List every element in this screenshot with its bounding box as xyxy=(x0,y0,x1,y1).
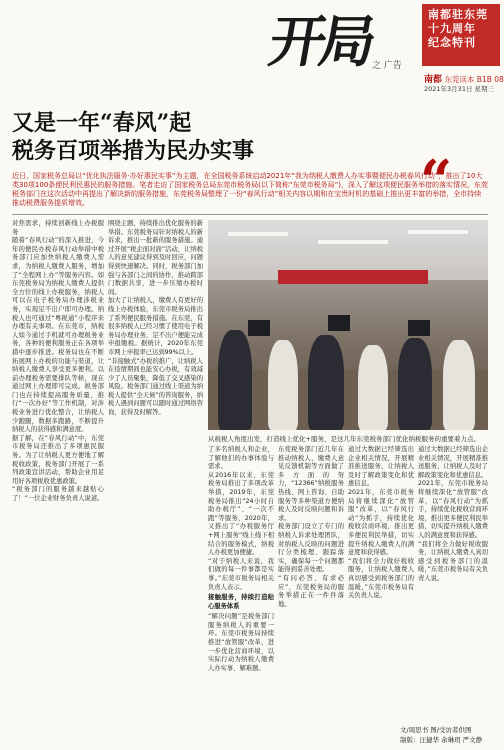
paragraph: “非接触式”办税的推广，让纳税人在疫情期间也能安心办税，有效减少了人员聚集，降低了交叉感染的风险。税务部门通过线上渠道为纳税人提供“全天候”的咨询服务，纳税人遇到问题可以随时通过网络咨询，获得及时解答。 xyxy=(108,357,203,417)
byline: 文/周思书 图/受访者供图 xyxy=(400,726,472,734)
divider xyxy=(12,214,488,215)
photo-monitor xyxy=(248,320,270,336)
paragraph: 接触服务，持续打造贴心服务体系 xyxy=(208,594,274,610)
photo-person xyxy=(398,338,432,430)
body-column-2 xyxy=(108,220,203,725)
photo-light xyxy=(408,230,468,234)
tax-hall-photo xyxy=(208,220,488,430)
photo-light xyxy=(318,240,388,244)
photo-person xyxy=(358,345,388,430)
headline-line-1: 又是一年“春风”起 xyxy=(12,110,192,136)
paragraph: “我们将全力做好税收服务，让纳税人缴费人真切感受到税务部门的温暖，”东莞市税务局有关负责人说。 xyxy=(418,540,488,582)
paragraph: 加大了让纳税人，缴费人有更好的线上办税体验，东莞市税务局推出了系列便民服务措施。在东莞，有很多纳税人已经习惯了使用电子税务局办理业务，足不出户便能完成申报缴税。据统计，2020年东莞市网上申报率已达到99%以上。 xyxy=(108,297,203,356)
paragraph: 2021年，东莞市税务局将继续深化“放管服”改革，以“春风行动”为抓手，持续优化税收营商环境，推出更多便民利民举措，切实提升纳税人缴费人的满意度和获得感。 xyxy=(348,488,414,557)
paragraph: “对于纳税人来说，我们做的每一件事都是实事。”东莞市税务局相关负责人表示。 xyxy=(208,557,274,591)
credits: 制版：汪捷华 余琳玥 严文静 xyxy=(400,736,483,744)
banner-line: 十九周年 xyxy=(428,22,476,35)
paragraph: 税务部门设立了专门的纳税人诉求处理团队，对纳税人反映的问题进行分类梳理、跟踪落实，确保每一个问题都能得到妥善处理。 xyxy=(278,523,344,574)
body-column-3 xyxy=(208,446,274,726)
quote-mark-icon: “ xyxy=(420,148,453,214)
paragraph: 围绕主题，持续推出优化服务的新举措。东莞税务局针对纳税人的新诉求，推出一批新的服务措施。通过开展“税企面对面”活动，让纳税人的意见建议得到及时回应，问题得到快速解决。同时，税务部门加强与各部门之间的协作，推动跨部门数据共享，进一步压缩办税时间。 xyxy=(108,220,203,296)
photo-light xyxy=(228,232,288,236)
paragraph: 从2016年以来，东莞税务局推出了多项改革举措，2019年，东莞税务局推出“24小时自助办税厅”、“一次不跑”等服务，2020年，又推出了“办税服务厅+网上服务”线上线下相结合的服务模式，纳税人办税更加便捷。 xyxy=(208,471,274,557)
paragraph: “税务部门的服务越来越贴心了！”一位企业财务负责人说道。 xyxy=(12,486,104,502)
logo-text: 东莞读本 xyxy=(444,75,475,84)
paragraph: 据了解，在“春风行动”中，东莞市税务局还推出了多项惠民服务。为了让纳税人更方便地了解税收政策，税务部门开展了一系列政策宣讲活动，帮助企业用足用好各项税收优惠政策。 xyxy=(12,434,104,485)
paragraph: 2021年，东莞市税务局将继续深化“放管服”改革，以“春风行动”为抓手，持续优化税收营商环境，推出更多便民利民举措，切实提升纳税人缴费人的满意度和获得感。 xyxy=(418,480,488,539)
page-header xyxy=(0,0,504,100)
issue-date: 2021年3月31日 星期三 xyxy=(424,85,495,93)
photo-person xyxy=(443,340,475,430)
photo-caption: 从税税人角度出发，打造线上优化+服务，是这几年东莞税务部门优化纳税服务的重要着力点。 xyxy=(208,435,480,443)
paragraph: 随着“春风行动”的深入推进，今年的便民办税春风行动举措中税务部门应加快纳税人缴费人需求，为纳税人缴费人服务，增加了“全程网上办”等服务内容。如东莞税务局为纳税人缴费人提供全方位的线上办税服务，纳税人可以在电子税务局办理涉税业务，实现足不出户即可办理。纳税人也可通过“粤税通”小程序来办理有关事项。在东莞市，纳税人如今通过手机就可办理税务业务，各种的便利服务正在各项举措中逐步推进。税务局也在不断拓展网上办税的功能与渠道，让纳税人缴费人享受更多便利。以前办理税务需要排队等候，现在通过网上办理即可完成。税务部门也在持续提高服务质量，推行“一次办好”等工作机制，对涉税业务进行优化整合，让纳税人少跑腿，数据多跑路，不断提升纳税人的获得感和满意度。 xyxy=(12,237,104,434)
photo-signboard xyxy=(278,270,428,284)
headline-line-2: 税务百项举措为民办实事 xyxy=(12,138,255,164)
banner-line: 南都驻东莞 xyxy=(428,8,488,21)
page-number: B1B 08 xyxy=(476,75,504,84)
photo-person xyxy=(218,330,252,430)
paragraph: 通过大数据已经筛选出企业相关情况，开展精准推送服务，让纳税人及时了解政策变化和优惠信息。 xyxy=(418,446,488,479)
masthead-title: 开局 xyxy=(264,9,376,75)
paragraph: 对焦需求，持续创新线上办税服务 xyxy=(12,220,104,236)
paragraph: 东莞税务部门近几年在推动纳税人、缴费人意见反馈机制等方面做了多方面的努力，“12366”纳税服务热线、网上咨询、自助服务等多种渠道方便纳税人及时反映问题和诉求。 xyxy=(278,446,344,522)
section-label: 之 广告 xyxy=(372,61,402,71)
article-lead: 近日，国家税务总局以“优化执法服务·办好惠民实事”为主题，在全国税务系统启动2021年“我为纳税人缴费人办实事暨便民办税春风行动”，推出了10大类30项100条便民利民惠民的服务措施。笔者走访了国家税务总局东莞市税务局(以下简称“东莞市税务局”)，深入了解这项便民服务举措的落实情况。东莞税务部门在这次活动中再提出了解决新的服务措施，东莞税务局整理了一份“春风行动”相关内容以期和在宝贵时机的基础上推出更丰富的举措，全市持续推动税费服务提质增效。 xyxy=(12,172,488,207)
paragraph: “解决问题”是税务部门服务纳税人的重要一环。东莞市税务局持续推进“放管服”改革，进一步优化营商环境，以实际行动为纳税人缴费人办实事、解难题。 xyxy=(208,613,274,672)
paragraph: 了多名纳税人和企业，了解他们的办事体验与需求。 xyxy=(208,446,274,471)
banner-line: 纪念特刊 xyxy=(428,36,476,49)
body-column-4 xyxy=(278,446,344,726)
body-column-1 xyxy=(12,220,104,725)
body-column-5 xyxy=(348,446,414,726)
body-column-6 xyxy=(418,446,488,722)
photo-person xyxy=(268,340,298,430)
photo-monitor xyxy=(408,320,430,336)
photo-monitor xyxy=(328,315,350,331)
paragraph: 通过大数据已经筛选出企业相关情况，开展精准推送服务，让纳税人及时了解政策变化和优惠信息。 xyxy=(348,446,414,488)
photo-person xyxy=(308,335,344,430)
paragraph: “我们将全力做好税收服务，让纳税人缴费人真切感受到税务部门的温暖，”东莞市税务局有关负责人说。 xyxy=(348,557,414,600)
anniversary-banner xyxy=(422,4,500,66)
logo-brand: 南都 xyxy=(424,75,443,85)
paragraph: “有问必答、有求必应”，东莞税务局的服务举措正在一件件落地。 xyxy=(278,574,344,608)
